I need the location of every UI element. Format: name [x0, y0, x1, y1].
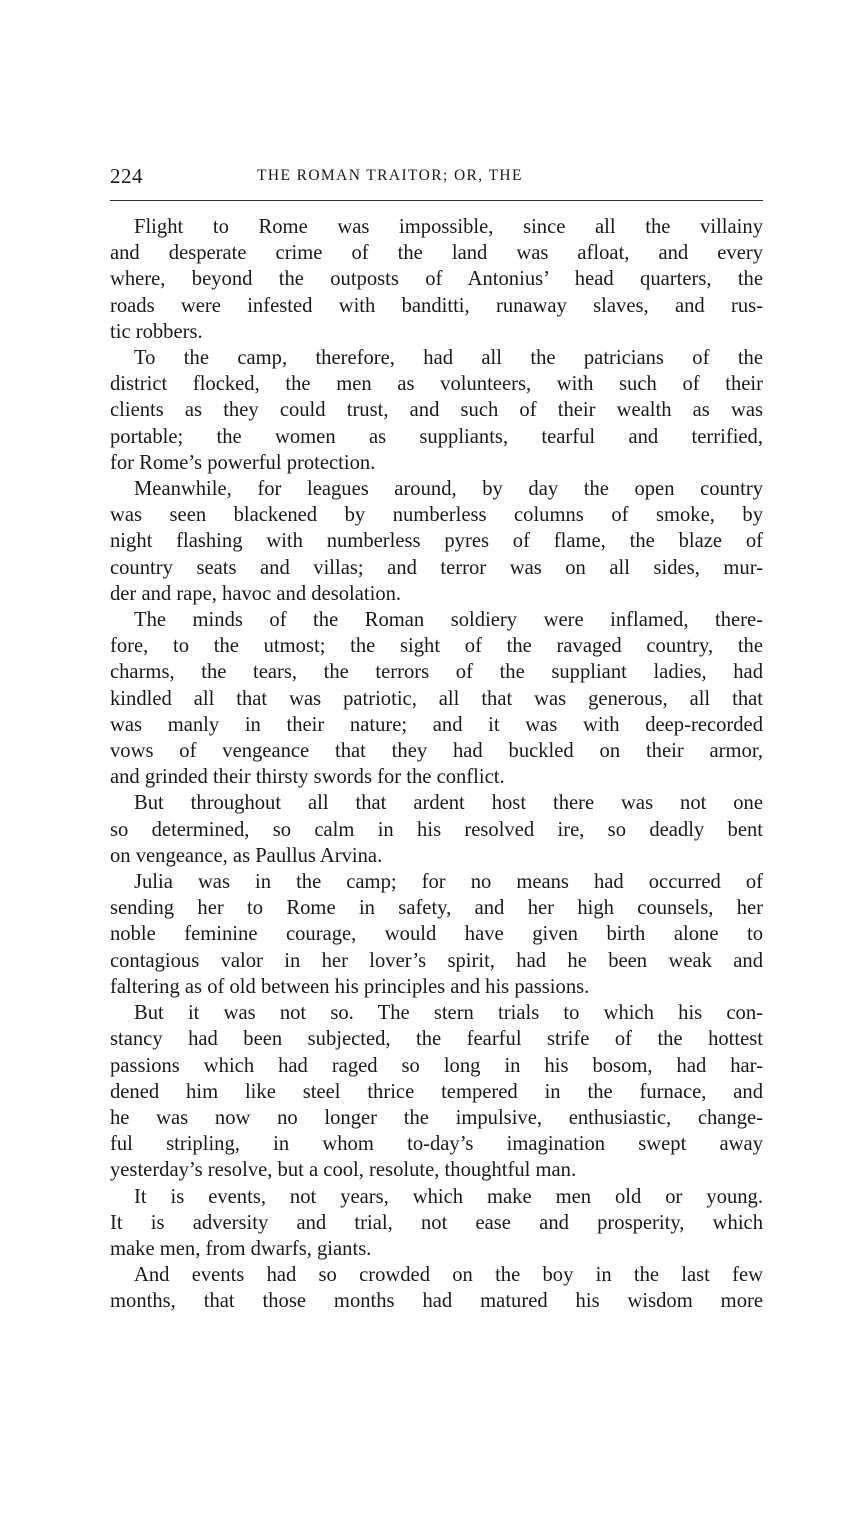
body-text — [110, 214, 763, 1315]
text-line: It is adversity and trial, not ease and prosperity, which — [110, 1211, 763, 1234]
text-line: and desperate crime of the land was afloat, and every — [110, 242, 763, 265]
paragraph — [110, 476, 763, 607]
text-line: But throughout all that ardent host there was not one — [134, 792, 763, 815]
text-line: for Rome’s powerful protection. — [110, 451, 376, 474]
text-line: was seen blackened by numberless columns of smoke, by — [110, 504, 763, 527]
text-line: To the camp, therefore, had all the patricians of the — [134, 347, 763, 370]
paragraph — [110, 790, 763, 869]
paragraph — [110, 1262, 763, 1314]
text-line: It is events, not years, which make men old or young. — [134, 1185, 763, 1208]
text-line: sending her to Rome in safety, and her high counsels, her — [110, 897, 763, 920]
text-line: night flashing with numberless pyres of flame, the blaze of — [110, 530, 763, 553]
text-line: yesterday’s resolve, but a cool, resolute, thoughtful man. — [110, 1159, 577, 1182]
text-line: months, that those months had matured his wisdom more — [110, 1290, 763, 1313]
text-line: vows of vengeance that they had buckled on their armor, — [110, 740, 763, 763]
text-line: Meanwhile, for leagues around, by day the open country — [134, 478, 763, 501]
text-line: dened him like steel thrice tempered in the furnace, and — [110, 1080, 763, 1103]
text-line: Julia was in the camp; for no means had occurred of — [134, 871, 763, 894]
text-line: he was now no longer the impulsive, enthusiastic, change- — [110, 1106, 763, 1129]
text-line: noble feminine courage, would have given birth alone to — [110, 923, 763, 946]
running-title: THE ROMAN TRAITOR; OR, THE — [257, 167, 523, 184]
text-line: portable; the women as suppliants, tearful and terrified, — [110, 425, 763, 448]
text-line: was manly in their nature; and it was with deep-recorded — [110, 713, 763, 736]
text-line: so determined, so calm in his resolved ire, so deadly bent — [110, 818, 763, 841]
text-line: stancy had been subjected, the fearful strife of the hottest — [110, 1028, 763, 1051]
text-line: where, beyond the outposts of Antonius’ head quarters, the — [110, 268, 763, 291]
text-line: roads were infested with banditti, runaway slaves, and rus- — [110, 294, 763, 317]
paragraph — [110, 607, 763, 790]
book-page — [110, 162, 763, 1313]
text-line: der and rape, havoc and desolation. — [110, 582, 402, 605]
text-line: country seats and villas; and terror was on all sides, mur- — [110, 556, 763, 579]
paragraph — [110, 214, 763, 345]
text-line: clients as they could trust, and such of their wealth as was — [110, 399, 763, 422]
header-rule — [110, 200, 763, 201]
text-line: kindled all that was patriotic, all that was generous, all that — [110, 687, 763, 710]
text-line: tic robbers. — [110, 320, 203, 343]
text-line: But it was not so. The stern trials to which his con- — [134, 1002, 763, 1025]
text-line: The minds of the Roman soldiery were inflamed, there- — [134, 609, 763, 632]
paragraph — [110, 345, 763, 476]
text-line: faltering as of old between his principles and his passions. — [110, 975, 590, 998]
text-line: make men, from dwarfs, giants. — [110, 1237, 372, 1260]
text-line: district flocked, the men as volunteers, with such of their — [110, 373, 763, 396]
paragraph — [110, 1000, 763, 1183]
text-line: on vengeance, as Paullus Arvina. — [110, 844, 383, 867]
text-line: contagious valor in her lover’s spirit, had he been weak and — [110, 949, 763, 972]
text-line: fore, to the utmost; the sight of the ravaged country, the — [110, 635, 763, 658]
text-line: Flight to Rome was impossible, since all the villainy — [134, 216, 763, 238]
text-line: And events had so crowded on the boy in the last few — [134, 1264, 763, 1287]
page-number: 224 — [110, 164, 143, 188]
text-line: charms, the tears, the terrors of the suppliant ladies, had — [110, 661, 763, 684]
paragraph — [110, 1184, 763, 1263]
paragraph — [110, 869, 763, 1000]
running-head — [110, 162, 763, 192]
text-line: and grinded their thirsty swords for the conflict. — [110, 766, 505, 789]
text-line: passions which had raged so long in his bosom, had har- — [110, 1054, 763, 1077]
text-line: ful stripling, in whom to-day’s imagination swept away — [110, 1133, 763, 1156]
